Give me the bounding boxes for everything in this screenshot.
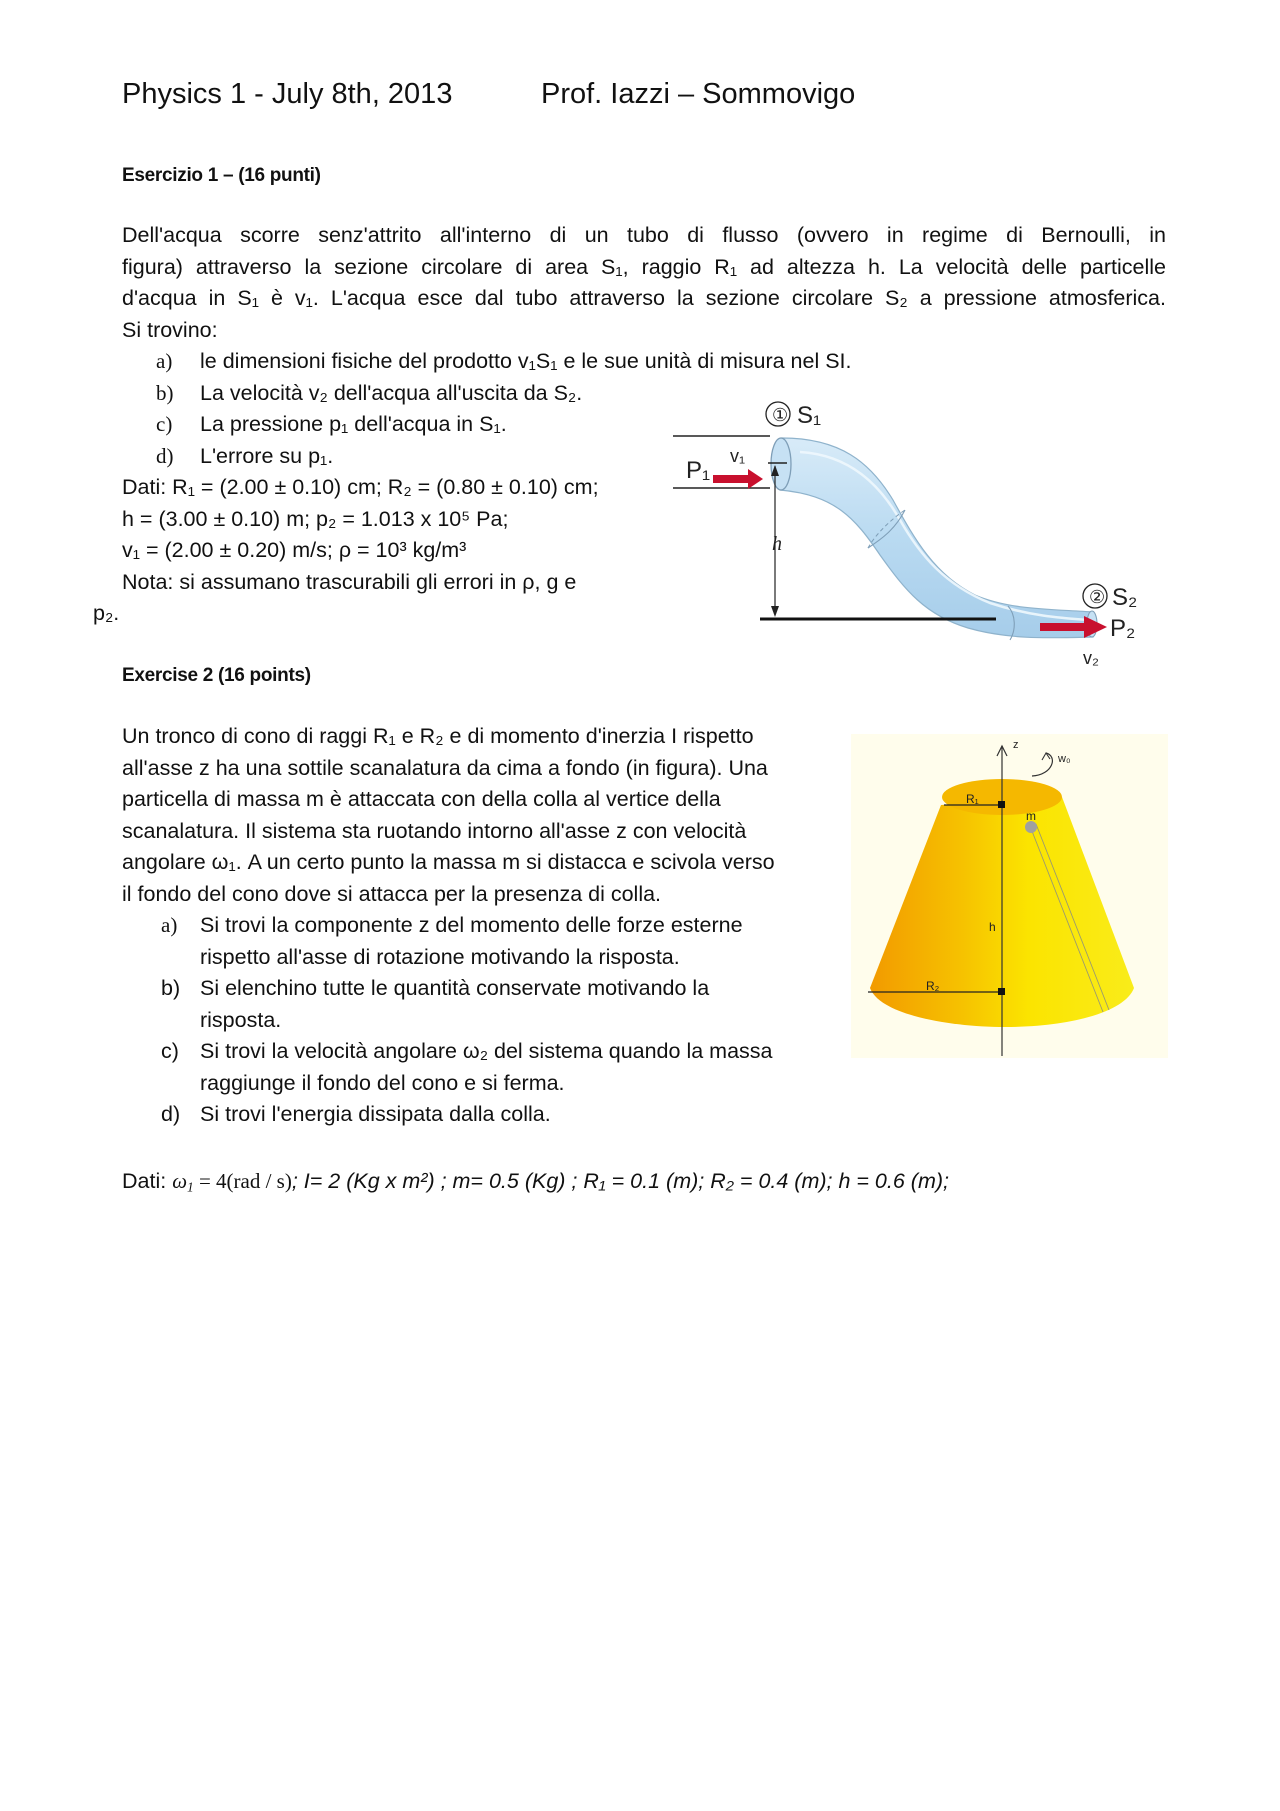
truncated-cone-figure — [851, 734, 1168, 1058]
exercise2-data — [122, 1166, 949, 1198]
label-v2: v₂ — [1083, 648, 1099, 668]
label-r2: R₂ — [926, 979, 940, 993]
question-text: La velocità v₂ dell'acqua all'uscita da S₂. — [200, 380, 583, 405]
data-rest: ; I= 2 (Kg x m²) ; m= 0.5 (Kg) ; R₁ = 0.1 (m); R₂ = 0.4 (m); h = 0.6 (m); — [291, 1169, 950, 1193]
bernoulli-pipe-figure — [660, 390, 1180, 680]
question-text-line-2: rispetto all'asse di rotazione motivando la risposta. — [200, 944, 680, 969]
exercise1-heading: Esercizio 1 – (16 punti) — [122, 165, 321, 186]
question-marker: a) — [156, 349, 173, 373]
professors: Prof. Iazzi – Sommovigo — [541, 78, 856, 110]
question-text: le dimensioni fisiche del prodotto v₁S₁ e le sue unità di misura nel SI. — [200, 349, 852, 373]
question-text-line-1: Si trovi la componente z del momento delle forze esterne — [200, 913, 743, 937]
pipe-body — [780, 438, 1093, 638]
label-omega: w₀ — [1058, 753, 1071, 765]
section1-number: ① — [772, 405, 789, 425]
data-line-4: Nota: si assumano trascurabili gli errori in ρ, g e — [122, 569, 577, 594]
intro-line-5: angolare ω₁. A un certo punto la massa m si distacca e scivola verso — [122, 850, 775, 874]
intro-line-3: d'acqua in S₁ è v₁. L'acqua esce dal tubo attraverso la sezione circolare S₂ a pressione atmosferica. — [122, 286, 1166, 310]
exercise2-intro — [122, 721, 775, 910]
question-marker: b) — [161, 976, 181, 1000]
question-marker: a) — [161, 913, 178, 937]
label-z: z — [1013, 739, 1019, 751]
question-text: L'errore su p₁. — [200, 443, 334, 468]
intro-line-1: Dell'acqua scorre senz'attrito all'interno di un tubo di flusso (ovvero in regime di Bernoulli, in — [122, 223, 1166, 247]
intro-line-3: particella di massa m è attaccata con della colla al vertice della — [122, 787, 721, 811]
question-text-line-2: risposta. — [200, 1007, 282, 1032]
question-text-line-1: Si trovi l'energia dissipata dalla colla. — [200, 1102, 551, 1126]
label-v1: v₁ — [730, 446, 746, 466]
question-marker: b) — [156, 380, 174, 405]
course-title: Physics 1 - July 8th, 2013 — [122, 78, 453, 110]
exercise1-intro — [122, 220, 1166, 346]
question-text-line-1: Si elenchino tutte le quantità conservate motivando la — [200, 976, 710, 1000]
label-s1: S₁ — [797, 402, 822, 429]
question-marker: d) — [161, 1102, 181, 1126]
intro-line-6: il fondo del cono dove si attacca per la presenza di colla. — [122, 881, 662, 906]
question-text: La pressione p₁ dell'acqua in S₁. — [200, 412, 507, 436]
question-text-line-1: Si trovi la velocità angolare ω₂ del sistema quando la massa — [200, 1039, 773, 1063]
data-line-3: v₁ = (2.00 ± 0.20) m/s; ρ = 10³ kg/m³ — [122, 538, 467, 562]
label-m: m — [1026, 809, 1036, 823]
arrow-p1-icon — [713, 469, 763, 489]
label-p2: P₂ — [1110, 615, 1136, 642]
label-s2: S₂ — [1112, 584, 1138, 611]
data-line-1: Dati: R₁ = (2.00 ± 0.10) cm; R₂ = (0.80 ± 0.10) cm; — [122, 475, 599, 499]
question-text-line-2: raggiunge il fondo del cono e si ferma. — [200, 1070, 565, 1095]
exercise1-data — [122, 472, 599, 598]
omega-value: = 4(rad / s) — [193, 1169, 292, 1193]
intro-line-2: all'asse z ha una sottile scanalatura da cima a fondo (in figura). Una — [122, 755, 768, 780]
question-marker: c) — [156, 412, 173, 436]
omega-symbol: ω — [172, 1169, 188, 1193]
data-prefix: Dati: — [122, 1169, 173, 1193]
label-p1: P₁ — [686, 457, 711, 484]
section2-number: ② — [1089, 587, 1106, 607]
data-overflow: p₂. — [93, 601, 120, 625]
intro-line-2: figura) attraverso la sezione circolare di area S₁, raggio R₁ ad altezza h. La velocità delle particelle — [122, 254, 1166, 279]
label-h: h — [772, 533, 782, 555]
question-marker: d) — [156, 443, 174, 468]
exercise2-questions — [161, 910, 861, 1140]
data-line-2: h = (3.00 ± 0.10) m; p₂ = 1.013 x 10⁵ Pa; — [122, 506, 509, 531]
intro-line-4: scanalatura. Il sistema sta ruotando intorno all'asse z con velocità — [122, 818, 747, 843]
omega-subscript: 1 — [187, 1179, 194, 1195]
intro-line-1: Un tronco di cono di raggi R₁ e R₂ e di momento d'inerzia I rispetto — [122, 724, 754, 748]
label-h: h — [989, 920, 996, 934]
exercise2-heading: Exercise 2 (16 points) — [122, 665, 311, 686]
question-marker: c) — [161, 1039, 179, 1063]
label-r1: R₁ — [966, 792, 979, 806]
inlet-section-s1 — [771, 438, 791, 490]
intro-line-4: Si trovino: — [122, 317, 218, 342]
